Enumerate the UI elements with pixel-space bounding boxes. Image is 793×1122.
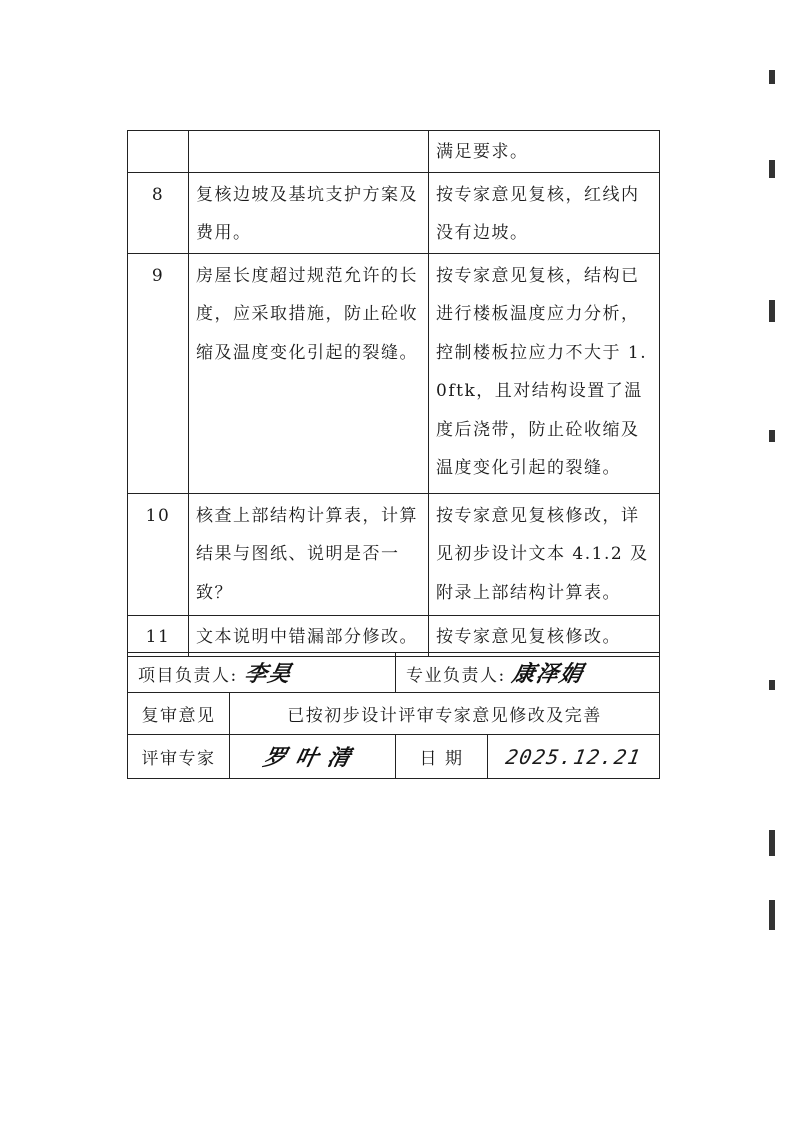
issue-cell: 文本说明中错漏部分修改。 xyxy=(189,615,429,657)
review-opinion-text: 已按初步设计评审专家意见修改及完善 xyxy=(230,693,660,735)
review-comments-table xyxy=(127,130,660,657)
scan-mark xyxy=(769,70,775,84)
expert-label: 评审专家 xyxy=(128,735,230,779)
discipline-lead-signature: 康泽娟 xyxy=(509,661,586,687)
project-lead-label: 项目负责人: xyxy=(138,666,238,686)
signoff-row-leads xyxy=(128,653,660,693)
review-opinion-label: 复审意见 xyxy=(128,693,230,735)
date-value: 2025.12.21 xyxy=(503,744,644,769)
row-number: 8 xyxy=(128,172,189,253)
row-number: 9 xyxy=(128,253,189,493)
signoff-table xyxy=(127,652,660,779)
issue-cell xyxy=(189,131,429,173)
discipline-lead-cell xyxy=(396,653,660,693)
table-row xyxy=(128,172,660,253)
response-cell: 按专家意见复核修改，详见初步设计文本 4.1.2 及附录上部结构计算表。 xyxy=(429,493,660,615)
date-cell xyxy=(488,735,660,779)
table-row xyxy=(128,493,660,615)
project-lead-cell xyxy=(128,653,396,693)
scan-mark xyxy=(769,430,775,442)
expert-signature: 罗叶清 xyxy=(261,745,363,771)
signoff-row-opinion xyxy=(128,693,660,735)
issue-cell: 复核边坡及基坑支护方案及费用。 xyxy=(189,172,429,253)
expert-signature-cell xyxy=(230,735,396,779)
response-cell: 按专家意见复核，结构已进行楼板温度应力分析，控制楼板拉应力不大于 1.0ftk，且对结构设置了温度后浇带，防止砼收缩及温度变化引起的裂缝。 xyxy=(429,253,660,493)
row-number: 10 xyxy=(128,493,189,615)
scan-margin-marks xyxy=(755,40,775,980)
project-lead-signature: 李昊 xyxy=(241,661,295,687)
scan-mark xyxy=(769,680,775,690)
issue-cell: 核查上部结构计算表，计算结果与图纸、说明是否一致？ xyxy=(189,493,429,615)
row-number xyxy=(128,131,189,173)
response-cell: 按专家意见复核，红线内没有边坡。 xyxy=(429,172,660,253)
signoff-row-expert xyxy=(128,735,660,779)
table-row xyxy=(128,253,660,493)
scan-mark xyxy=(769,160,775,178)
table-row xyxy=(128,131,660,173)
response-cell: 满足要求。 xyxy=(429,131,660,173)
scan-mark xyxy=(769,830,775,856)
date-label: 日 期 xyxy=(396,735,488,779)
scan-mark xyxy=(769,900,775,930)
scan-mark xyxy=(769,300,775,322)
issue-cell: 房屋长度超过规范允许的长度，应采取措施，防止砼收缩及温度变化引起的裂缝。 xyxy=(189,253,429,493)
response-cell: 按专家意见复核修改。 xyxy=(429,615,660,657)
discipline-lead-label: 专业负责人: xyxy=(406,666,506,686)
table-row xyxy=(128,615,660,657)
row-number: 11 xyxy=(128,615,189,657)
